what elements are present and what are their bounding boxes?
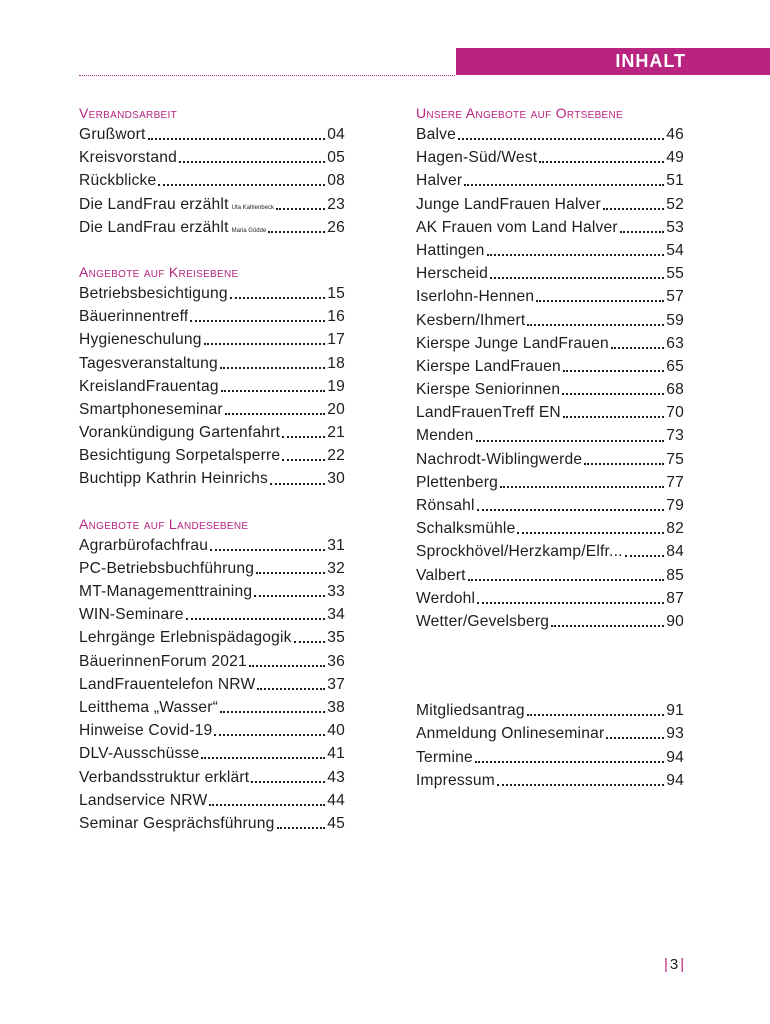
toc-entry-title: Menden [416, 427, 474, 445]
toc-section [79, 103, 345, 239]
toc-entry[interactable] [416, 262, 684, 285]
toc-entry-title: Herscheid [416, 265, 489, 283]
toc-entry-title: Bäuerinnentreff [79, 308, 189, 326]
toc-entry-title: AK Frauen vom Land Halver [416, 218, 618, 236]
toc-entry-dot-leader [497, 783, 664, 786]
toc-entry[interactable] [416, 517, 684, 540]
toc-entry-title: Agrarbürofachfrau [79, 536, 209, 554]
page-number [662, 956, 686, 973]
toc-entry-page-number: 22 [327, 447, 345, 465]
toc-entry-dot-leader [282, 435, 325, 438]
toc-entry-page-number: 33 [327, 583, 345, 600]
toc-entry-page-number: 17 [327, 331, 345, 349]
section-title: Unsere Angebote auf Ortsebene [416, 105, 624, 121]
header-dotted-rule [79, 75, 455, 76]
toc-entry-page-number: 59 [666, 311, 684, 329]
toc-entry-dot-leader [490, 276, 664, 279]
toc-entry[interactable] [79, 696, 345, 719]
toc-entry-page-number: 77 [666, 473, 684, 491]
toc-entry-dot-leader [562, 392, 664, 395]
toc-entry-title: Halver [416, 172, 463, 190]
toc-entry-title: KreislandFrauentag [79, 377, 219, 395]
toc-entry-page-number: 26 [327, 218, 345, 236]
toc-entry[interactable] [79, 193, 345, 216]
toc-entry[interactable] [79, 766, 345, 789]
toc-entry-dot-leader [276, 207, 325, 210]
toc-entry[interactable] [79, 352, 345, 375]
toc-entry-title: Verbandsstruktur erklärt [79, 768, 250, 786]
toc-entry-title: Seminar Gesprächsführung [79, 814, 275, 832]
toc-entry-page-number: 08 [327, 172, 345, 190]
toc-entry[interactable] [79, 444, 345, 467]
toc-entry[interactable] [416, 239, 684, 262]
toc-entry[interactable] [416, 424, 684, 447]
toc-entry-page-number: 46 [666, 126, 684, 143]
toc-entry-dot-leader [148, 137, 326, 140]
toc-entry-page-number: 57 [666, 288, 684, 306]
toc-entry-dot-leader [611, 346, 664, 349]
toc-entry-dot-leader [179, 160, 325, 163]
toc-entry[interactable] [416, 309, 684, 332]
toc-entry-dot-leader [277, 826, 326, 829]
toc-entry[interactable] [416, 123, 684, 146]
toc-entry[interactable] [416, 169, 684, 192]
toc-entry-dot-leader [584, 462, 664, 465]
toc-entry[interactable] [79, 169, 345, 192]
toc-entry-title: Kesbern/Ihmert [416, 311, 526, 329]
toc-entry-page-number: 85 [666, 566, 684, 584]
toc-entry[interactable] [79, 650, 345, 673]
toc-entry-title: BäuerinnenForum 2021 [79, 652, 247, 670]
toc-entry-dot-leader [186, 617, 326, 620]
toc-entry-dot-leader [221, 389, 326, 392]
toc-entry-dot-leader [282, 458, 325, 461]
toc-entry-page-number: 73 [666, 427, 684, 445]
toc-entry-author-note: Uta Kahlenbeck [231, 204, 274, 211]
toc-entry-dot-leader [603, 207, 664, 210]
toc-entry-page-number: 18 [327, 354, 345, 372]
toc-entry-title: Termine [416, 748, 473, 766]
toc-entry-dot-leader [517, 531, 664, 534]
toc-entry[interactable] [416, 699, 684, 722]
toc-entry-dot-leader [551, 624, 664, 627]
toc-entry[interactable] [79, 534, 345, 557]
toc-extra-entry-list [416, 699, 684, 792]
toc-entry[interactable] [416, 216, 684, 239]
toc-entry-page-number: 52 [666, 195, 684, 213]
toc-entry[interactable] [416, 448, 684, 471]
toc-entry-title: Werdohl [416, 589, 476, 607]
toc-entry[interactable] [79, 282, 345, 305]
toc-entry-page-number: 79 [666, 497, 684, 514]
toc-entry-list [416, 123, 684, 633]
toc-entry-title: Wetter/Gevelsberg [416, 612, 550, 630]
toc-entry[interactable] [416, 769, 684, 792]
toc-entry-page-number: 84 [666, 543, 684, 561]
toc-entry-dot-leader [210, 548, 325, 551]
toc-entry[interactable] [79, 328, 345, 351]
toc-entry-title: Die LandFrau erzählt [79, 195, 229, 213]
toc-entry-title: LandFrauentelefon NRW [79, 675, 256, 693]
toc-entry-dot-leader [464, 183, 664, 186]
page-number-bar-right: | [680, 956, 685, 973]
toc-entry[interactable] [416, 564, 684, 587]
toc-section [79, 514, 345, 835]
toc-entry-dot-leader [270, 482, 325, 485]
toc-entry-title: WIN-Seminare [79, 606, 184, 624]
toc-entry-page-number: 40 [327, 722, 345, 740]
toc-entry-page-number: 04 [327, 126, 345, 143]
toc-entry-page-number: 94 [666, 771, 684, 789]
toc-entry-dot-leader [256, 571, 325, 574]
toc-entry-dot-leader [527, 713, 665, 716]
toc-entry[interactable] [416, 587, 684, 610]
toc-entry-page-number: 54 [666, 241, 684, 259]
toc-entry-dot-leader [220, 710, 325, 713]
toc-entry-page-number: 63 [666, 334, 684, 352]
toc-entry-page-number: 19 [327, 377, 345, 395]
toc-entry[interactable] [79, 375, 345, 398]
toc-entry-page-number: 31 [327, 536, 345, 554]
toc-entry-dot-leader [220, 366, 325, 369]
toc-entry-page-number: 16 [327, 308, 345, 326]
toc-entry[interactable] [79, 557, 345, 580]
toc-entry-dot-leader [477, 508, 665, 511]
toc-entry-dot-leader [563, 369, 664, 372]
toc-entry-title: Hattingen [416, 241, 485, 259]
toc-entry[interactable] [416, 746, 684, 769]
toc-entry-title: Hygieneschulung [79, 331, 202, 349]
toc-entry-dot-leader [477, 601, 664, 604]
toc-entry-dot-leader [190, 319, 325, 322]
toc-entry-title: Leitthema „Wasser“ [79, 698, 219, 716]
toc-entry-page-number: 41 [327, 745, 345, 763]
toc-entry-title: Anmeldung Onlineseminar [416, 725, 605, 743]
toc-entry-page-number: 44 [327, 791, 345, 809]
toc-entry-title: Die LandFrau erzählt [79, 218, 229, 236]
toc-entry[interactable] [79, 123, 345, 146]
toc-entry[interactable] [416, 146, 684, 169]
toc-entry-title: Impressum [416, 771, 495, 789]
toc-entry-title: Kierspe Seniorinnen [416, 381, 561, 399]
toc-entry[interactable] [79, 580, 345, 603]
toc-entry-dot-leader [539, 160, 664, 163]
toc-entry-dot-leader [500, 485, 664, 488]
toc-entry[interactable] [79, 789, 345, 812]
toc-entry-page-number: 55 [666, 265, 684, 283]
toc-entry-dot-leader [468, 578, 665, 581]
toc-entry-page-number: 65 [666, 357, 684, 375]
page-number-value: 3 [669, 956, 679, 973]
toc-entry-dot-leader [268, 230, 325, 233]
toc-entry-page-number: 20 [327, 400, 345, 418]
toc-section-ortsebene [416, 103, 684, 633]
toc-entry-dot-leader [563, 415, 664, 418]
toc-entry-dot-leader [458, 137, 664, 140]
section-title: Angebote auf Kreisebene [79, 263, 239, 280]
toc-entry[interactable] [416, 193, 684, 216]
toc-entry-title: Tagesveranstaltung [79, 354, 218, 372]
toc-entry-dot-leader [230, 296, 325, 299]
toc-entry-title: Kierspe LandFrauen [416, 357, 561, 375]
toc-entry-dot-leader [249, 664, 325, 667]
toc-entry-dot-leader [204, 342, 326, 345]
toc-entry-dot-leader [225, 412, 325, 415]
toc-entry-page-number: 15 [327, 284, 345, 302]
toc-entry-title: Hagen-Süd/West [416, 149, 538, 167]
toc-entry-title: Valbert [416, 566, 466, 584]
page-number-bar-left: | [664, 956, 668, 973]
toc-entry-title: Nachrodt-Wiblingwerde [416, 450, 583, 468]
toc-entry[interactable] [79, 305, 345, 328]
toc-entry-dot-leader [487, 253, 665, 256]
toc-entry-title: Iserlohn-Hennen [416, 288, 535, 306]
toc-entry-page-number: 21 [327, 424, 345, 442]
toc-entry-title: Plettenberg [416, 473, 498, 491]
toc-section [79, 262, 345, 491]
header-tab [456, 48, 770, 75]
section-title: Verbandsarbeit [79, 105, 178, 121]
toc-entry-page-number: 45 [327, 814, 345, 832]
toc-entry[interactable] [416, 355, 684, 378]
toc-entry-dot-leader [214, 733, 325, 736]
toc-entry-dot-leader [536, 299, 664, 302]
column-spacer [416, 656, 684, 699]
toc-entry-title: Kierspe Junge LandFrauen [416, 334, 609, 352]
toc-entry[interactable] [79, 673, 345, 696]
toc-entry[interactable] [416, 332, 684, 355]
toc-entry-dot-leader [476, 439, 665, 442]
toc-entry-page-number: 38 [327, 698, 345, 716]
toc-entry-page-number: 93 [666, 725, 684, 743]
toc-entry-page-number: 37 [327, 675, 345, 693]
toc-entry-page-number: 53 [666, 218, 684, 236]
toc-entry-page-number: 23 [327, 195, 345, 213]
toc-entry[interactable] [79, 719, 345, 742]
toc-entry[interactable] [416, 610, 684, 633]
toc-entry-dot-leader [294, 640, 326, 643]
toc-entry-page-number: 75 [666, 450, 684, 468]
toc-entry[interactable] [416, 722, 684, 745]
page-title: INHALT [615, 51, 686, 71]
toc-entry-title: LandFrauenTreff EN [416, 404, 561, 422]
toc-entry-title: Sprockhövel/Herzkamp/Elfr... [416, 543, 623, 561]
toc-right-column [416, 103, 684, 792]
toc-entry-dot-leader [209, 803, 325, 806]
toc-entry-page-number: 94 [666, 748, 684, 766]
toc-entry-title: Grußwort [79, 126, 146, 143]
toc-entry-page-number: 34 [327, 606, 345, 624]
toc-entry[interactable] [416, 378, 684, 401]
toc-entry-title: MT-Managementtraining [79, 583, 253, 600]
toc-entry-title: Betriebsbesichtigung [79, 284, 228, 302]
toc-entry-dot-leader [254, 594, 325, 597]
toc-entry-dot-leader [158, 183, 325, 186]
toc-entry-title: Balve [416, 126, 457, 143]
toc-entry-page-number: 68 [666, 381, 684, 399]
toc-entry-title: Kreisvorstand [79, 149, 177, 167]
toc-entry-page-number: 87 [666, 589, 684, 607]
toc-entry[interactable] [79, 626, 345, 649]
toc-entry-page-number: 70 [666, 404, 684, 422]
toc-entry[interactable] [79, 467, 345, 490]
toc-entry-dot-leader [527, 323, 664, 326]
toc-entry-author-note: Maria Gödde [231, 227, 267, 234]
toc-left-column [79, 103, 345, 858]
toc-entry-dot-leader [251, 780, 325, 783]
toc-entry[interactable] [79, 398, 345, 421]
toc-entry-title: PC-Betriebsbuchführung [79, 559, 255, 577]
toc-entry-page-number: 49 [666, 149, 684, 167]
toc-entry-title: Buchtipp Kathrin Heinrichs [79, 470, 268, 488]
toc-entry-page-number: 35 [327, 629, 345, 647]
toc-entry-page-number: 51 [666, 172, 684, 190]
toc-entry[interactable] [79, 216, 345, 239]
toc-entry-page-number: 82 [666, 520, 684, 538]
toc-entry-page-number: 91 [666, 702, 684, 720]
toc-entry-title: Smartphoneseminar [79, 400, 223, 418]
toc-entry[interactable] [79, 603, 345, 626]
toc-entry[interactable] [79, 812, 345, 835]
toc-entry-dot-leader [201, 756, 325, 759]
toc-entry[interactable] [79, 146, 345, 169]
toc-entry-page-number: 43 [327, 768, 345, 786]
toc-entry-dot-leader [620, 230, 665, 233]
toc-entry-title: Schalksmühle [416, 520, 516, 538]
toc-entry-dot-leader [475, 760, 664, 763]
toc-entry-title: Besichtigung Sorpetalsperre [79, 447, 281, 465]
toc-entry[interactable] [79, 742, 345, 765]
toc-entry[interactable] [416, 285, 684, 308]
toc-entry[interactable] [416, 494, 684, 517]
toc-entry[interactable] [416, 401, 684, 424]
toc-entry-title: Mitgliedsantrag [416, 702, 525, 720]
toc-entry-title: Vorankündigung Gartenfahrt [79, 424, 281, 442]
toc-entry-dot-leader [257, 687, 325, 690]
toc-entry-title: Hinweise Covid-19 [79, 722, 213, 740]
toc-entry-title: Lehrgänge Erlebnispädagogik [79, 629, 292, 647]
toc-entry-page-number: 36 [327, 652, 345, 670]
section-title: Angebote auf Landesebene [79, 515, 249, 532]
toc-entry-page-number: 32 [327, 559, 345, 577]
toc-entry-title: Junge LandFrauen Halver [416, 195, 601, 213]
toc-entry-title: Landservice NRW [79, 791, 208, 809]
toc-entry-page-number: 90 [666, 612, 684, 630]
toc-entry-page-number: 05 [327, 149, 345, 167]
toc-entry-dot-leader [625, 554, 665, 557]
toc-entry-title: Rückblicke [79, 172, 157, 190]
toc-entry-title: DLV-Ausschüsse [79, 745, 200, 763]
toc-entry[interactable] [79, 421, 345, 444]
toc-entry-title: Rönsahl [416, 497, 475, 514]
toc-entry[interactable] [416, 471, 684, 494]
toc-entry-dot-leader [606, 736, 664, 739]
toc-entry[interactable] [416, 540, 684, 563]
toc-entry-page-number: 30 [327, 470, 345, 488]
